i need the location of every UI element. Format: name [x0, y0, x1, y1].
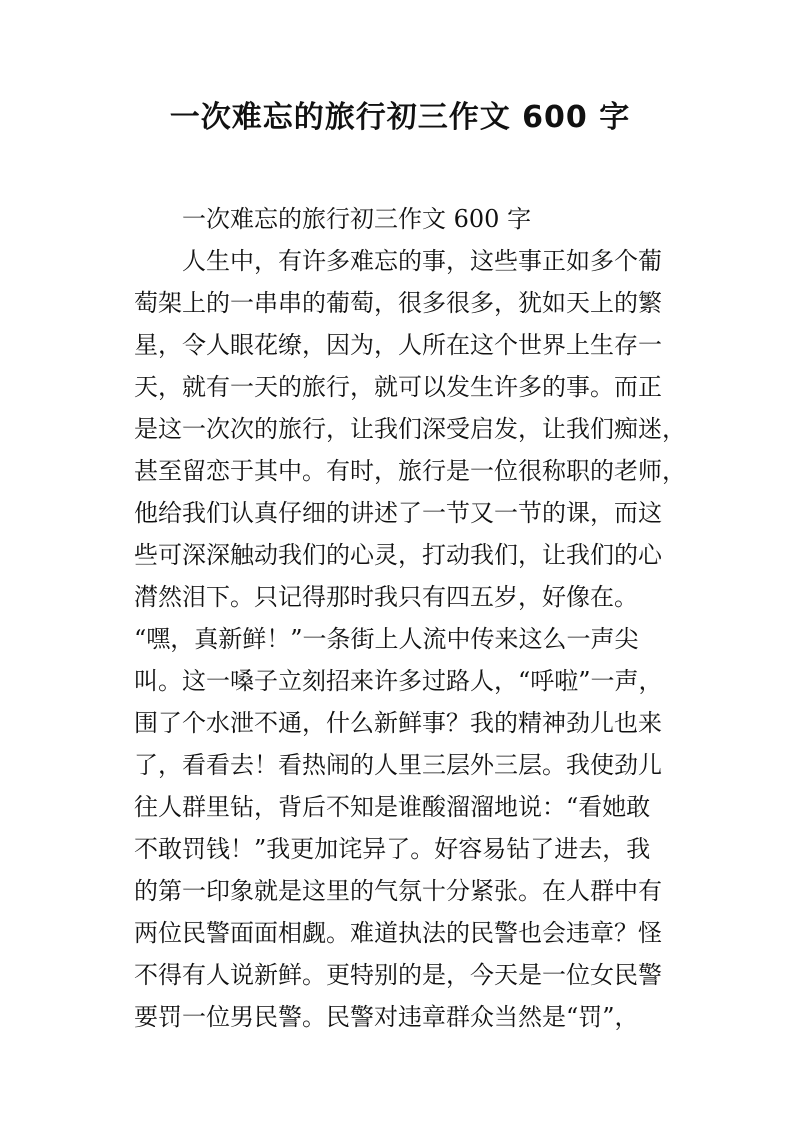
essay-line: 他给我们认真仔细的讲述了一节又一节的课，而这 [134, 499, 662, 527]
essay-line: 两位民警面面相觑。难道执法的民警也会违章？怪 [134, 919, 662, 947]
essay-line: “嘿，真新鲜！”一条街上人流中传来这么一声尖 [134, 625, 639, 653]
essay-line: 些可深深触动我们的心灵，打动我们，让我们的心 [134, 541, 662, 569]
essay-line: 人生中，有许多难忘的事，这些事正如多个葡 [182, 247, 662, 275]
essay-line: 要罚一位男民警。民警对违章群众当然是“罚”， [134, 1003, 639, 1031]
essay-line: 的第一印象就是这里的气氛十分紧张。在人群中有 [134, 877, 662, 905]
essay-line: 是这一次次的旅行，让我们深受启发，让我们痴迷， [134, 415, 686, 443]
essay-line: 往人群里钻，背后不知是谁酸溜溜地说：“看她敢 [134, 793, 651, 821]
essay-line: 天，就有一天的旅行，就可以发生许多的事。而正 [134, 373, 662, 401]
essay-line: 星，令人眼花缭，因为，人所在这个世界上生存一 [134, 331, 662, 359]
essay-line: 叫。这一嗓子立刻招来许多过路人，“呼啦”一声， [134, 667, 663, 695]
essay-line: 甚至留恋于其中。有时，旅行是一位很称职的老师， [134, 457, 686, 485]
essay-line: 不得有人说新鲜。更特别的是，今天是一位女民警 [134, 961, 662, 989]
essay-line: 萄架上的一串串的葡萄，很多很多，犹如天上的繁 [134, 289, 662, 317]
page-title: 一次难忘的旅行初三作文 600 字 [169, 100, 631, 135]
essay-line: 围了个水泄不通，什么新鲜事？我的精神劲儿也来 [134, 709, 662, 737]
essay-body [134, 198, 686, 1038]
essay-line: 了，看看去！看热闹的人里三层外三层。我使劲儿 [134, 751, 662, 779]
essay-line: 不敢罚钱！”我更加诧异了。好容易钻了进去，我 [134, 835, 651, 863]
essay-line: 潸然泪下。只记得那时我只有四五岁，好像在。 [134, 583, 638, 611]
essay-subtitle-line: 一次难忘的旅行初三作文 600 字 [182, 205, 532, 233]
